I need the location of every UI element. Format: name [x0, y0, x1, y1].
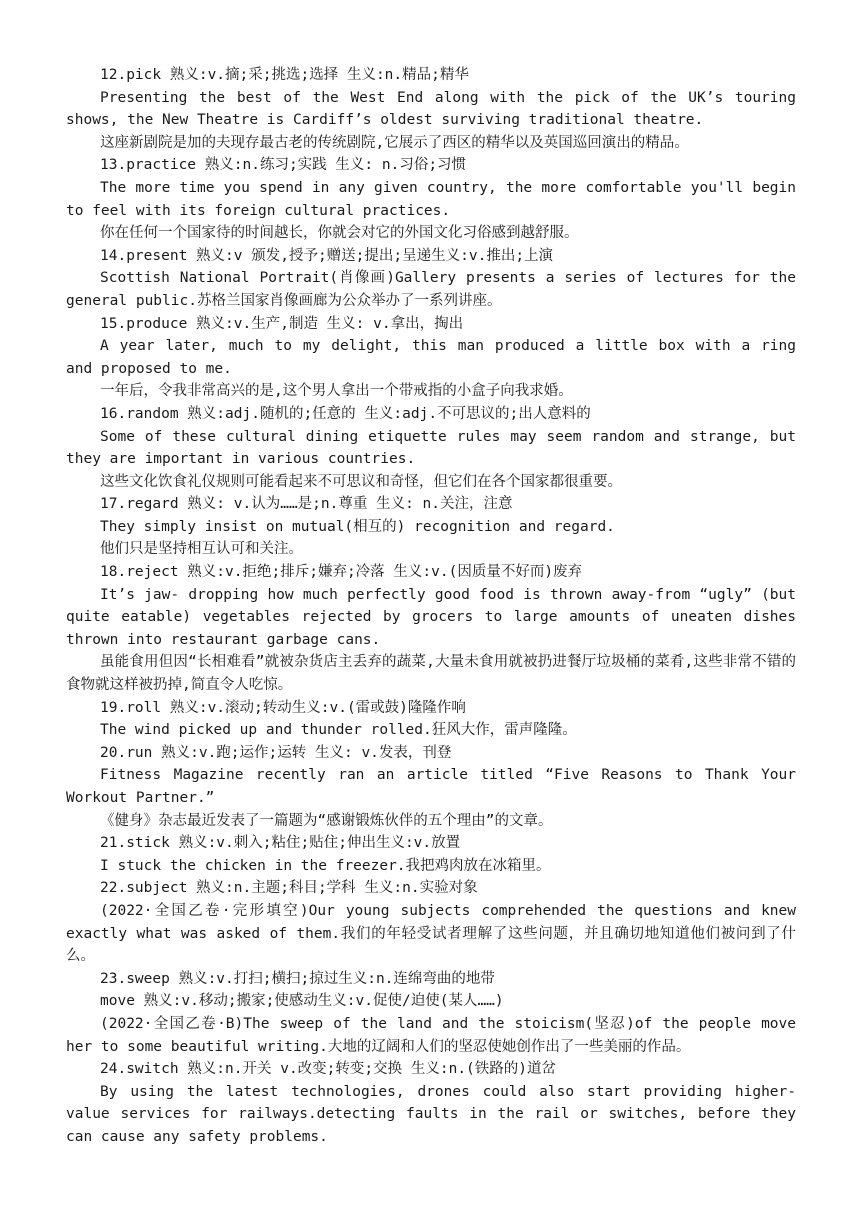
translation: 《健身》杂志最近发表了一篇题为“感谢锻炼伙伴的五个理由”的文章。 [100, 812, 553, 829]
entry-heading: 19.roll 熟义:v.滚动;转动生义:v.(雷或鼓)隆隆作响 [100, 699, 466, 716]
entry-heading: 16.random 熟义:adj.随机的;任意的 生义:adj.不可思议的;出人意料的 [100, 405, 591, 422]
example-sentence: The more time you spend in any given country, the more comfortable you'll begin to feel with its foreign cultural practices. [66, 179, 796, 219]
example-sentence: They simply insist on mutual(相互的) recognition and regard. [100, 518, 615, 535]
example-sentence: By using the latest technologies, drones could also start providing higher-value services for railways.detecting faults in the rail or switches, before they can cause any safety problems. [66, 1083, 796, 1145]
translation: 这座新剧院是加的夫现存最古老的传统剧院,它展示了西区的精华以及英国巡回演出的精品。 [100, 134, 689, 151]
entry-heading: 17.regard 熟义: v.认为……是;n.尊重 生义: n.关注，注意 [100, 496, 513, 513]
entry-heading: 15.produce 熟义:v.生产,制造 生义: v.拿出，掏出 [100, 315, 464, 332]
translation: 虽能食用但因“长相难看”就被杂货店主丢弃的蔬菜,大量未食用就被扔进餐厅垃圾桶的菜肴,这些非常不错的食物就这样被扔掉,简直令人吃惊。 [66, 654, 796, 694]
translation: 一年后，令我非常高兴的是,这个男人拿出一个带戒指的小盒子向我求婚。 [100, 383, 573, 400]
entry-heading: 24.switch 熟义:n.开关 v.改变;转变;交换 生义:n.(铁路的)道岔 [100, 1061, 557, 1078]
example-sentence: Fitness Magazine recently ran an article titled “Five Reasons to Thank Your Workout Partner.” [66, 767, 796, 806]
entry-heading: 22.subject 熟义:n.主题;科目;学科 生义:n.实验对象 [100, 880, 478, 897]
entry-heading: move 熟义:v.移动;搬家;使感动生义:v.促使/迫使(某人……) [100, 993, 504, 1010]
example-sentence: (2022·全国乙卷·B)The sweep of the land and the stoicism(坚忍)of the people move her to some beautiful writing.大地的辽阔和人们的坚忍使她创作出了一些美丽的作品。 [66, 1015, 796, 1055]
entry-heading: 18.reject 熟义:v.拒绝;排斥;嫌弃;冷落 生义:v.(因质量不好而)废弃 [100, 564, 583, 581]
example-sentence: A year later, much to my delight, this man produced a little box with a ring and proposed to me. [66, 338, 796, 377]
translation: 他们只是坚持相互认可和关注。 [100, 541, 303, 558]
entry-heading: 14.present 熟义:v 颁发,授予;赠送;提出;呈递生义:v.推出;上演 [100, 247, 554, 264]
entry-heading: 20.run 熟义:v.跑;运作;运转 生义: v.发表，刊登 [100, 744, 452, 761]
entry-heading: 23.sweep 熟义:v.打扫;横扫;掠过生义:n.连绵弯曲的地带 [100, 970, 495, 987]
translation: 这些文化饮食礼仪规则可能看起来不可思议和奇怪，但它们在各个国家都很重要。 [100, 473, 622, 490]
entry-heading: 13.practice 熟义:n.练习;实践 生义: n.习俗;习惯 [100, 157, 467, 174]
entry-heading: 21.stick 熟义:v.刺入;粘住;贴住;伸出生义:v.放置 [100, 835, 461, 852]
example-sentence: I stuck the chicken in the freezer.我把鸡肉放在冰箱里。 [100, 857, 551, 874]
example-sentence: Presenting the best of the West End along with the pick of the UK’s touring shows, the New Theatre is Cardiff’s oldest surviving traditional theatre. [66, 89, 796, 129]
example-sentence: It’s jaw- dropping how much perfectly good food is thrown away-from “ugly” (but quite eatable) vegetables rejected by grocers to large amounts of uneaten dishes thrown into restaurant garbage cans. [66, 586, 796, 648]
translation: 你在任何一个国家待的时间越长，你就会对它的外国文化习俗感到越舒服。 [100, 225, 579, 242]
example-sentence: (2022·全国乙卷·完形填空)Our young subjects comprehended the questions and knew exactly what was asked of them.我们的年轻受试者理解了这些问题，并且确切地知道他们被问到了什么。 [66, 902, 796, 965]
example-sentence: The wind picked up and thunder rolled.狂风大作，雷声隆隆。 [100, 722, 577, 739]
entry-heading: 12.pick 熟义:v.摘;采;挑选;选择 生义:n.精品;精华 [100, 67, 469, 83]
example-sentence: Some of these cultural dining etiquette rules may seem random and strange, but they are important in various countries. [66, 428, 796, 468]
example-sentence: Scottish National Portrait(肖像画)Gallery presents a series of lectures for the general public.苏格兰国家肖像画廊为公众举办了一系列讲座。 [66, 270, 796, 309]
